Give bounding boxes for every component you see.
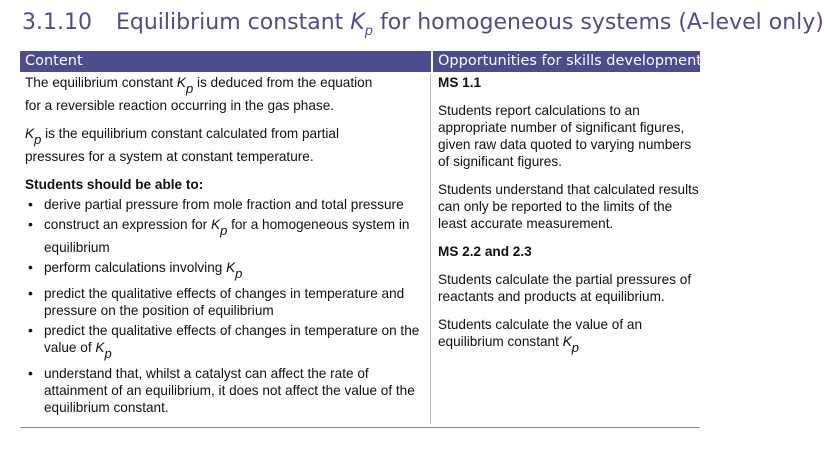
- section-heading: [116, 10, 824, 39]
- bottom-divider: [20, 427, 700, 428]
- list-item: • predict the qualitative effects of changes in temperature on the value of Kp: [28, 322, 420, 361]
- list-item: • perform calculations involving Kp: [28, 259, 243, 281]
- kp-k: K: [25, 126, 35, 141]
- title-rest: for homogeneous systems (A-level only): [379, 10, 824, 35]
- content-header: Content: [20, 51, 431, 72]
- para2-line2: pressures for a system at constant temperature.: [25, 149, 314, 164]
- skill-text-1: Students report calculations to an appropriate number of significant figures, given raw data quoted to varying numbers of significant figures.: [438, 103, 692, 169]
- skill-text-4: Students calculate the value of an equilibrium constant Kp: [438, 317, 643, 355]
- skill-text-2: Students understand that calculated results can only be reported to the limits of the least accurate measurement.: [438, 182, 699, 231]
- opportunities-header: Opportunities for skills development: [433, 51, 700, 72]
- kp-p: p: [185, 81, 194, 96]
- section-number: 3.1.10: [22, 10, 92, 35]
- para1-b: is deduced from the equation: [193, 75, 373, 90]
- title-k: K: [350, 10, 365, 35]
- list-item: • predict the qualitative effects of changes in temperature and pressure on the position of equilibrium: [28, 285, 405, 318]
- list-item: • understand that, whilst a catalyst can affect the rate of attainment of an equilibrium, it does not affect the value of the equilibrium constant.: [28, 365, 415, 415]
- title-p: p: [364, 24, 373, 39]
- kp-k: K: [176, 75, 186, 90]
- objectives-list: [25, 196, 430, 416]
- kp-p: p: [34, 132, 42, 147]
- para1-line2: for a reversible reaction occurring in the gas phase.: [25, 98, 335, 113]
- title-text: Equilibrium constant: [116, 10, 344, 35]
- able-to-heading: Students should be able to:: [25, 177, 204, 192]
- content-para-2: [25, 125, 430, 165]
- section-title: [22, 10, 824, 46]
- content-para-1: [25, 74, 430, 114]
- para1-a: The equilibrium constant: [25, 75, 177, 90]
- list-item: • construct an expression for Kp for a homogeneous system in equilibrium: [28, 216, 410, 255]
- ms-2-2-heading: MS 2.2 and 2.3: [438, 244, 532, 259]
- content-column: [20, 74, 431, 424]
- list-item: • derive partial pressure from mole fraction and total pressure: [28, 196, 404, 212]
- para2-a: is the equilibrium constant calculated from partial: [41, 126, 340, 141]
- ms-1-1-heading: MS 1.1: [438, 75, 482, 90]
- skill-text-3: Students calculate the partial pressures of reactants and products at equilibrium.: [438, 272, 692, 304]
- skills-column: [433, 74, 700, 356]
